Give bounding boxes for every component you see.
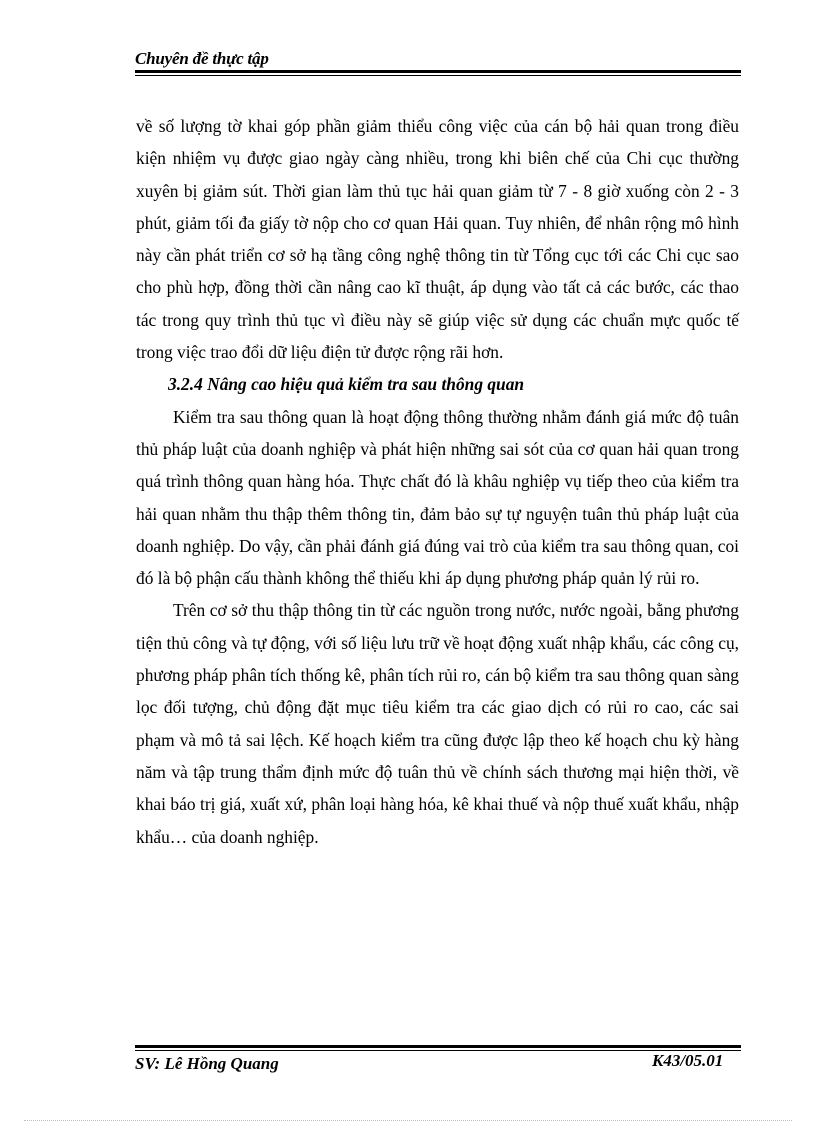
header-rule-thin [135, 75, 741, 76]
section-heading: 3.2.4 Nâng cao hiệu quả kiểm tra sau thông quan [168, 374, 525, 395]
footer-rule-thick [135, 1045, 741, 1048]
page-bottom-edge [24, 1120, 792, 1121]
document-body [136, 110, 739, 853]
header-title: Chuyên đề thực tập [135, 49, 269, 68]
paragraph-continuation: về số lượng tờ khai góp phần giảm thiểu công việc của cán bộ hải quan trong điều kiện nhiệm vụ được giao ngày càng nhiều, trong khi biên chế của Chi cục thường xuyên bị giảm sút. Thời gian làm thủ tục hải quan giảm từ 7 - 8 giờ xuống còn 2 - 3 phút, giảm tối đa giấy tờ nộp cho cơ quan Hải quan. Tuy nhiên, để nhân rộng mô hình này cần phát triển cơ sở hạ tầng công nghệ thông tin từ Tổng cục tới các Chi cục sao cho phù hợp, đồng thời cần nâng cao kĩ thuật, áp dụng vào tất cả các bước, các thao tác trong quy trình thủ tục vì điều này sẽ giúp việc sử dụng các chuẩn mực quốc tế trong việc trao đổi dữ liệu điện tử được rộng rãi hơn. [136, 116, 739, 363]
paragraph-inspection-planning: Trên cơ sở thu thập thông tin từ các nguồn trong nước, nước ngoài, bằng phương tiện thủ công và tự động, với số liệu lưu trữ về hoạt động xuất nhập khẩu, các công cụ, phương pháp phân tích thống kê, phân tích rủi ro, cán bộ kiểm tra sau thông quan sàng lọc đối tượng, chủ động đặt mục tiêu kiểm tra các giao dịch có rủi ro cao, các sai phạm và mô tả sai lệch. Kế hoạch kiểm tra cũng được lập theo kế hoạch chu kỳ hàng năm và tập trung thẩm định mức độ tuân thủ về chính sách thương mại hiện thời, về khai báo trị giá, xuất xứ, phân loại hàng hóa, kê khai thuế và nộp thuế xuất khẩu, nhập khẩu… của doanh nghiệp. [136, 600, 739, 847]
paragraph-post-clearance-inspection: Kiểm tra sau thông quan là hoạt động thông thường nhằm đánh giá mức độ tuân thủ pháp luật của doanh nghiệp và phát hiện những sai sót của cơ quan hải quan trong quá trình thông quan hàng hóa. Thực chất đó là khâu nghiệp vụ tiếp theo của kiểm tra hải quan nhằm thu thập thêm thông tin, đảm bảo sự tự nguyện tuân thủ pháp luật của doanh nghiệp. Do vậy, cần phải đánh giá đúng vai trò của kiểm tra sau thông quan, coi đó là bộ phận cấu thành không thể thiếu khi áp dụng phương pháp quản lý rủi ro. [136, 406, 739, 589]
footer-rule-thin [135, 1050, 741, 1051]
footer-class-code: K43/05.01 [652, 1051, 724, 1070]
header-rule-thick [135, 70, 741, 73]
footer-student-name: SV: Lê Hồng Quang [135, 1054, 279, 1073]
